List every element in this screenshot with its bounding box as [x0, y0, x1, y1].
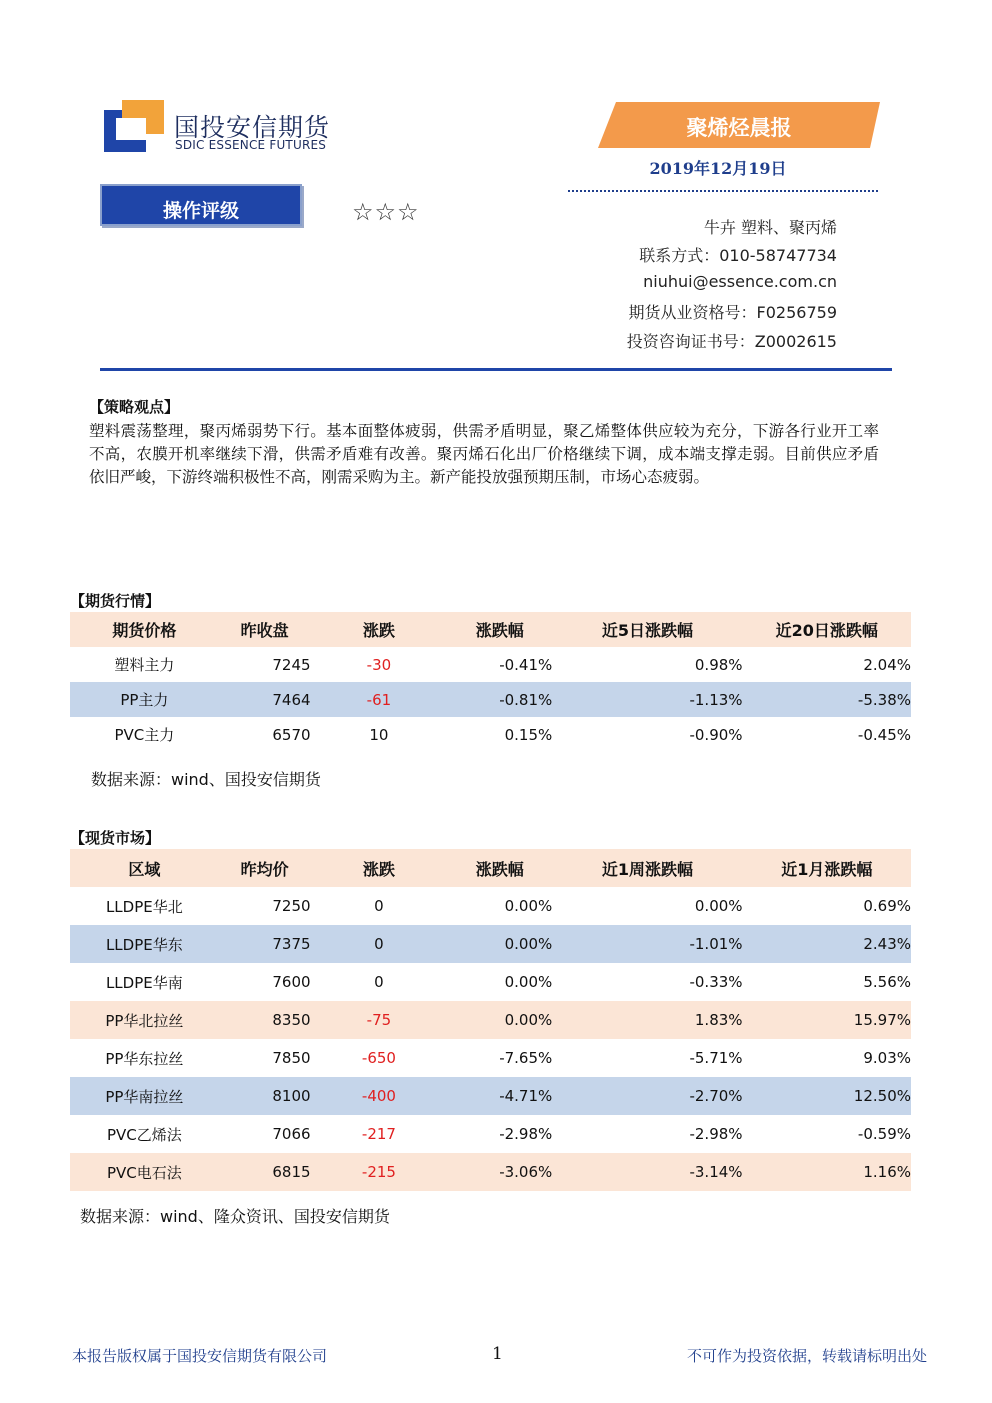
- cell: 7250: [272, 897, 311, 915]
- cell: -61: [366, 690, 392, 709]
- cell: -400: [361, 1087, 396, 1105]
- analyst-email: niuhui@essence.com.cn: [643, 272, 837, 291]
- table-row: [70, 1153, 911, 1191]
- company-name-cn: 国投安信期货: [174, 113, 331, 142]
- col-header: 近1月涨跌幅: [781, 859, 873, 879]
- strategy-title: 【策略观点】: [89, 398, 180, 416]
- cell: -7.65%: [499, 1049, 553, 1067]
- cell: 塑料主力: [114, 656, 175, 674]
- futures-source: 数据来源：wind、国投安信期货: [91, 770, 321, 789]
- cell: LLDPE华东: [105, 935, 183, 954]
- cell: -0.45%: [857, 725, 911, 744]
- spot-title: 【现货市场】: [70, 829, 161, 847]
- cell: 2.04%: [863, 655, 911, 674]
- col-header: 期货价格: [112, 621, 177, 640]
- header-divider: [100, 368, 892, 371]
- table-row: [70, 1077, 911, 1115]
- cell: -215: [361, 1163, 396, 1181]
- table-row: [70, 1001, 911, 1039]
- futures-header-row: [70, 612, 911, 647]
- cell: PVC主力: [114, 726, 175, 744]
- col-header: 涨跌: [362, 621, 395, 640]
- table-row: [70, 887, 911, 925]
- cell: PVC电石法: [106, 1163, 182, 1182]
- cell: 7066: [272, 1125, 311, 1143]
- rating-label: 操作评级: [162, 200, 239, 222]
- col-header: 涨跌幅: [475, 859, 524, 879]
- table-row: [70, 1115, 911, 1153]
- footer-disclaimer: 不可作为投资依据，转载请标明出处: [686, 1347, 927, 1365]
- cell: -0.90%: [689, 725, 743, 744]
- rating-stars: ☆☆☆: [352, 198, 420, 226]
- cell: 5.56%: [863, 973, 911, 991]
- cell: -30: [366, 655, 392, 674]
- cell: -2.98%: [499, 1125, 553, 1143]
- analyst-certificate: 投资咨询证书号：Z0002615: [626, 332, 837, 351]
- report-title: 聚烯烃晨报: [686, 116, 792, 140]
- col-header: 涨跌幅: [475, 621, 524, 640]
- footer-copyright: 本报告版权属于国投安信期货有限公司: [72, 1347, 328, 1365]
- cell: 6570: [272, 725, 311, 744]
- cell: 0.15%: [504, 725, 553, 744]
- cell: 12.50%: [853, 1087, 911, 1105]
- cell: PP华北拉丝: [105, 1011, 184, 1030]
- cell: 7245: [272, 655, 311, 674]
- cell: -1.01%: [689, 935, 743, 953]
- cell: 0: [374, 935, 384, 953]
- company-name-en: SDIC ESSENCE FUTURES: [175, 138, 327, 152]
- cell: 9.03%: [863, 1049, 911, 1067]
- cell: 0: [374, 973, 384, 991]
- cell: 0.00%: [694, 897, 743, 915]
- cell: -4.71%: [499, 1087, 553, 1105]
- analyst-name: 牛卉 塑料、聚丙烯: [703, 218, 837, 237]
- cell: 8100: [272, 1087, 311, 1105]
- strategy-text: 塑料震荡整理，聚丙烯弱势下行。基本面整体疲弱，供需矛盾明显，聚乙烯整体供应较为充分，下游各行业开工率不高，农膜开机率继续下滑，供需矛盾难有改善。聚丙烯石化出厂价格继续下调，成本端支撑走弱。目前供应矛盾依旧严峻，下游终端积极性不高，刚需采购为主。新产能投放强预期压制，市场心态疲弱。: [89, 422, 879, 486]
- cell: -3.14%: [689, 1163, 743, 1181]
- col-header: 昨收盘: [240, 621, 289, 640]
- spot-source: 数据来源：wind、隆众资讯、国投安信期货: [80, 1207, 390, 1226]
- cell: PVC乙烯法: [106, 1125, 182, 1144]
- cell: -217: [361, 1125, 396, 1143]
- cell: 0.00%: [504, 1011, 553, 1029]
- cell: -0.33%: [689, 973, 743, 991]
- date-underline: [568, 190, 878, 192]
- col-header: 涨跌: [362, 859, 395, 879]
- cell: 7375: [272, 935, 311, 953]
- cell: 8350: [272, 1011, 311, 1029]
- cell: -2.70%: [689, 1087, 743, 1105]
- col-header: 近5日涨跌幅: [601, 621, 693, 640]
- cell: -3.06%: [499, 1163, 553, 1181]
- cell: 1.83%: [694, 1011, 743, 1029]
- table-row: [70, 925, 911, 963]
- cell: 10: [369, 725, 389, 744]
- spot-header-row: [70, 849, 911, 887]
- cell: 6815: [272, 1163, 311, 1181]
- cell: 7464: [272, 690, 311, 709]
- col-header: 昨均价: [240, 859, 289, 879]
- cell: PP主力: [120, 691, 169, 709]
- cell: -75: [366, 1011, 392, 1029]
- cell: 0: [374, 897, 384, 915]
- cell: -0.41%: [499, 655, 553, 674]
- cell: PP华南拉丝: [105, 1087, 184, 1106]
- table-row: [70, 647, 911, 682]
- analyst-license: 期货从业资格号：F0256759: [628, 303, 837, 322]
- futures-title: 【期货行情】: [70, 592, 161, 610]
- cell: 0.00%: [504, 897, 553, 915]
- table-row: [70, 963, 911, 1001]
- cell: -650: [361, 1049, 396, 1067]
- table-row: [70, 1039, 911, 1077]
- report-date: 2019年12月19日: [649, 159, 787, 178]
- cell: 2.43%: [863, 935, 911, 953]
- cell: -0.59%: [857, 1125, 911, 1143]
- spot-table: [70, 849, 911, 1191]
- cell: LLDPE华南: [105, 973, 183, 992]
- cell: 0.00%: [504, 973, 553, 991]
- cell: 0.98%: [694, 655, 743, 674]
- analyst-phone: 联系方式：010-58747734: [639, 246, 837, 265]
- cell: -0.81%: [499, 690, 553, 709]
- cell: 0.69%: [863, 897, 911, 915]
- col-header: 近1周涨跌幅: [601, 859, 693, 879]
- table-row: [70, 717, 911, 752]
- cell: -1.13%: [689, 690, 743, 709]
- cell: 7850: [272, 1049, 311, 1067]
- cell: 15.97%: [853, 1011, 911, 1029]
- company-logo-mark: [104, 100, 164, 152]
- cell: -2.98%: [689, 1125, 743, 1143]
- cell: PP华东拉丝: [105, 1049, 184, 1068]
- col-header: 近20日涨跌幅: [775, 621, 878, 640]
- cell: 0.00%: [504, 935, 553, 953]
- cell: -5.38%: [857, 690, 911, 709]
- table-row: [70, 682, 911, 717]
- col-header: 区域: [128, 859, 161, 879]
- futures-table: [70, 612, 911, 752]
- page-number: 1: [492, 1344, 503, 1364]
- cell: LLDPE华北: [105, 897, 183, 916]
- cell: 7600: [272, 973, 311, 991]
- cell: -5.71%: [689, 1049, 743, 1067]
- cell: 1.16%: [863, 1163, 911, 1181]
